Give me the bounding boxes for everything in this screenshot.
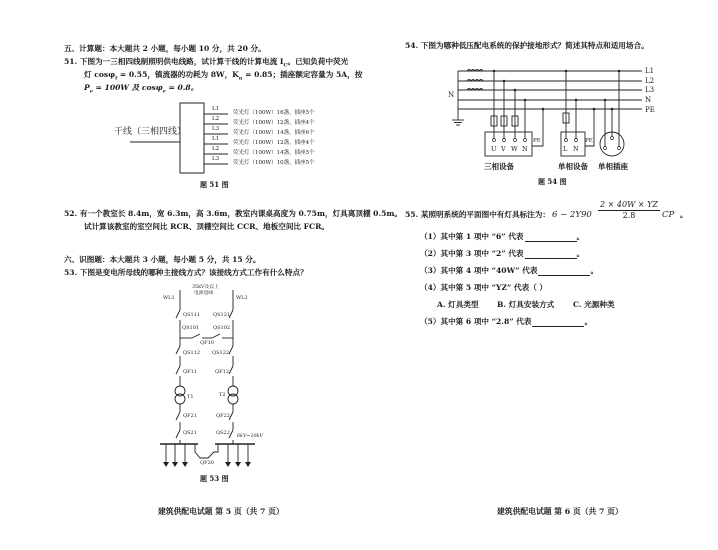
- q55-item-5: （5）其中第 6 项中 “2.8” 代表 。: [420, 317, 593, 326]
- q55-intro: 55. 某照明系统的平面图中有灯具标注为：: [405, 210, 550, 219]
- line-label-pe: PE: [645, 106, 655, 114]
- device-label-single-phase: 单相设备: [558, 162, 588, 171]
- formula-fraction: [598, 200, 660, 221]
- branch-load: 荧光灯（100W）10盏，插座5个: [233, 160, 315, 166]
- branch-load: 荧光灯（100W）12盏，插座4个: [233, 140, 315, 146]
- fig53-top-label-2: 电源进线: [194, 291, 214, 296]
- neutral-label: N: [448, 91, 455, 99]
- q53-text: 53. 下图是变电所母线的哪种主接线方式？该接线方式工作有什么特点？: [64, 268, 308, 277]
- right-page-footer: 建筑供配电试题 第 6 页（共 7 页）: [497, 507, 623, 516]
- branch-phase: L3: [212, 126, 220, 132]
- formula-prefix: 6 − 2Y90: [552, 210, 592, 220]
- branch-load: 荧光灯（100W）14盏，插座6个: [233, 130, 315, 136]
- q55-option-b: B. 灯具安装方式: [497, 300, 555, 309]
- formula-denominator: 2.8: [622, 211, 636, 220]
- answer-blank[interactable]: [532, 318, 584, 327]
- section6-header: 六、识图题：本大题共 3 小题，每小题 5 分，共 15 分。: [64, 255, 261, 264]
- q52-line2: 试计算该教室的室空间比 RCR、顶棚空间比 CCR、地板空间比 FCR。: [84, 222, 329, 231]
- line-label-l3: L3: [645, 86, 655, 94]
- label-qs101: QS101: [182, 325, 200, 331]
- terminal-u: U: [491, 145, 497, 153]
- branch-load: 荧光灯（100W）16盏，插座5个: [233, 110, 315, 116]
- q51-line1: 51. 下图为一三相四线制照明供电线路，试计算干线的计算电流 $I_C$。已知负荷中荧光: [64, 57, 349, 69]
- formula-suffix: CP: [662, 210, 675, 220]
- label-qf12: QF12: [215, 369, 229, 375]
- q55-option-a: A. 灯具类型: [437, 300, 479, 309]
- line-label-n: N: [645, 96, 652, 104]
- terminal-l: L: [563, 145, 568, 153]
- terminal-n-single: N: [573, 145, 579, 153]
- formula-end: 。: [680, 210, 688, 219]
- q55-item-4: （4）其中第 5 项中 “YZ” 代表（ ）: [420, 283, 548, 292]
- formula-numerator: 2 × 40W × YZ: [598, 200, 660, 211]
- fig53-top-label-1: 35kV及以上: [192, 285, 219, 290]
- branch-phase: L2: [212, 146, 220, 152]
- pe-label-3ph: PE: [533, 138, 541, 144]
- device-label-socket: 单相插座: [598, 162, 628, 171]
- label-qs102: QS102: [213, 325, 231, 331]
- label-qf11: QF11: [183, 369, 197, 375]
- q52-line1: 52. 有一个教室长 8.4m，宽 6.3m，高 3.6m，教室内课桌高度为 0.75m，灯具离顶棚 0.5m。: [64, 209, 403, 218]
- q51-line2: 灯 cosφ$_f$ = 0.55，镇流器的功耗为 8W，$K_n = 0.85$；插座额定容量为 5A，按: [84, 70, 363, 82]
- terminal-w: W: [511, 145, 518, 153]
- label-qs22: QS22: [216, 430, 230, 436]
- q55-item-2: （2）其中第 3 项中 “2” 代表 。: [420, 249, 585, 258]
- label-qf10: QF10: [200, 340, 214, 346]
- q55-item-3: （3）其中第 4 项中 “40W” 代表 。: [420, 266, 599, 275]
- q51-line3: $P_e = 100W$ 及 cosφ$_e$ = 0.8。: [84, 83, 199, 95]
- section5-header: 五、计算题：本大题共 2 小题，每小题 10 分，共 20 分。: [64, 44, 266, 53]
- device-label-three-phase: 三相设备: [484, 162, 514, 171]
- branch-phase: L1: [212, 106, 220, 112]
- label-qs111: QS111: [183, 312, 201, 318]
- label-wl2: WL2: [236, 295, 248, 301]
- answer-blank[interactable]: [525, 250, 577, 259]
- terminal-n: N: [522, 145, 528, 153]
- branch-phase: L2: [212, 116, 220, 122]
- label-t1: T1: [187, 394, 194, 400]
- pe-label-1ph: PE: [585, 138, 593, 144]
- branch-load: 荧光灯（100W）12盏，插座4个: [233, 120, 315, 126]
- branch-phase: L1: [212, 136, 220, 142]
- label-qs112: QS112: [183, 350, 201, 356]
- label-qf20: QF20: [200, 460, 214, 466]
- figure-53-caption: 题 53 图: [200, 474, 229, 483]
- label-qs21: QS21: [183, 430, 197, 436]
- figure-54-caption: 题 54 图: [538, 177, 567, 186]
- answer-blank[interactable]: [525, 233, 577, 242]
- q55-option-c: C. 光源种类: [573, 300, 615, 309]
- figure-51-caption: 题 51 图: [200, 180, 229, 189]
- branch-phase: L3: [212, 156, 220, 162]
- label-qs121: QS121: [213, 312, 231, 318]
- terminal-v: V: [501, 145, 506, 153]
- label-qs122: QS122: [212, 350, 230, 356]
- q55-item-1: （1）其中第 1 项中 “6” 代表 。: [420, 232, 585, 241]
- answer-blank[interactable]: [538, 267, 590, 276]
- label-qf22: QF22: [216, 413, 230, 419]
- trunk-label: 干线（三相四线）: [114, 127, 187, 137]
- line-label-l2: L2: [645, 77, 655, 85]
- line-label-l1: L1: [645, 67, 655, 75]
- label-voltage: 6kV~10kV: [237, 434, 263, 439]
- label-qf21: QF21: [183, 413, 197, 419]
- branch-load: 荧光灯（100W）14盏，插座5个: [233, 150, 315, 156]
- label-t2: T2: [219, 392, 226, 398]
- q54-text: 54. 下图为哪种低压配电系统的保护接地形式？简述其特点和适用场合。: [405, 41, 649, 50]
- label-wl1: WL1: [163, 295, 175, 301]
- left-page-footer: 建筑供配电试题 第 5 页（共 7 页）: [158, 507, 284, 516]
